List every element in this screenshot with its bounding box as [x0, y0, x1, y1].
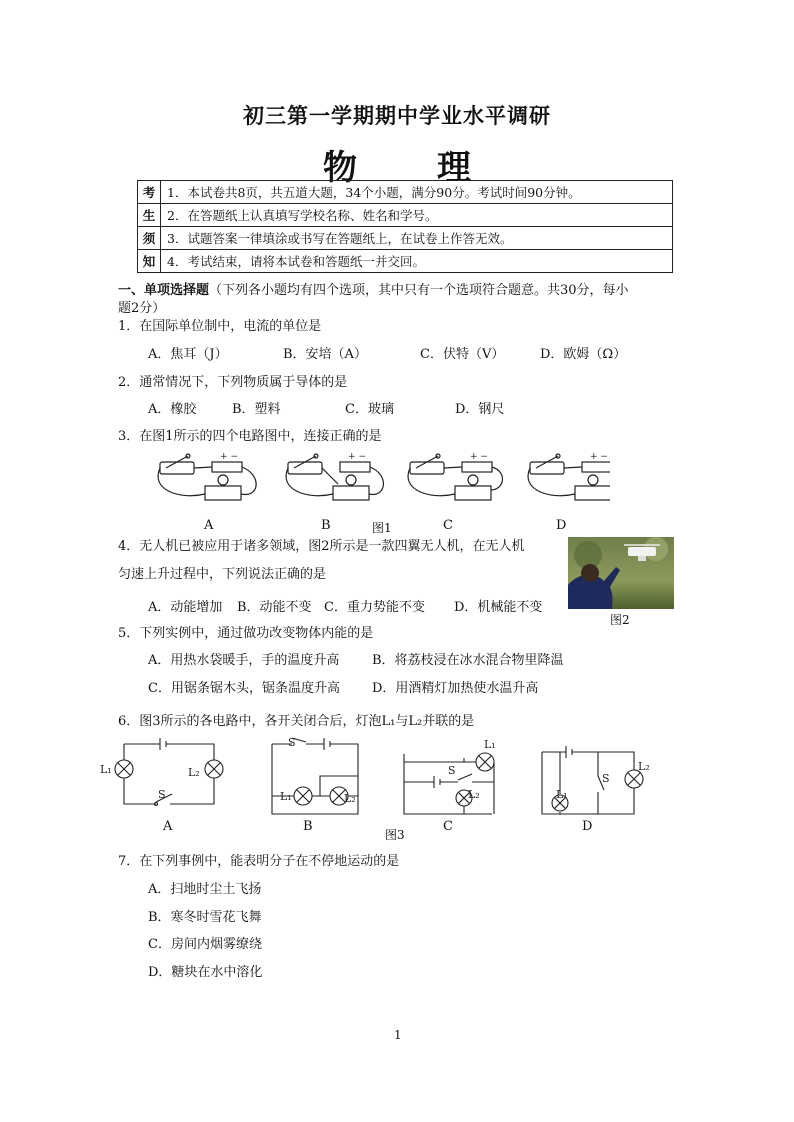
q1-option: A．焦耳（J）: [148, 347, 228, 362]
circuit-b-diagram: [286, 454, 383, 500]
q4-option: C．重力势能不变: [324, 600, 425, 615]
q6-a-s: S: [158, 788, 166, 801]
section-title: 一、单项选择题: [118, 283, 210, 298]
q2-option: B．塑料: [232, 402, 281, 417]
q4-option: A．动能增加: [148, 600, 223, 615]
circuit-label-b: B: [321, 518, 331, 533]
q4-stem-line1: 4．无人机已被应用于诸多领域，图2所示是一款四翼无人机，在无人机: [118, 539, 525, 554]
q6-b-s: S: [288, 736, 296, 749]
figure-3-circuits: [96, 732, 656, 832]
q6-a-l2: L₂: [188, 766, 200, 779]
q2-stem: 2．通常情况下，下列物质属于导体的是: [118, 375, 348, 390]
notice-item: 3．试题答案一律填涂或书写在答题纸上，在试卷上作答无效。: [161, 227, 673, 250]
page-number: 1: [394, 1028, 402, 1042]
q5-option: D．用酒精灯加热使水温升高: [372, 681, 539, 696]
q4-stem-line2: 匀速上升过程中，下列说法正确的是: [118, 567, 327, 582]
q5-stem: 5．下列实例中，通过做功改变物体内能的是: [118, 626, 374, 641]
q6-label-c: C: [443, 819, 453, 834]
q6-label-d: D: [582, 819, 593, 834]
q7-stem: 7．在下列事例中，能表明分子在不停地运动的是: [118, 854, 400, 869]
circuit-label-c: C: [443, 518, 453, 533]
q6-label-a: A: [163, 819, 173, 834]
q5-option: A．用热水袋暖手，手的温度升高: [148, 653, 340, 668]
q2-option: C．玻璃: [345, 402, 394, 417]
svg-text:+ −: + −: [470, 452, 488, 462]
subject-char: 理: [437, 148, 471, 188]
notice-side-char: 须: [138, 227, 161, 250]
figure-1-circuits: [150, 450, 610, 522]
figure-1-caption: 图1: [372, 521, 392, 535]
circuit-label-a: A: [204, 518, 214, 533]
q6-circuit-d: [542, 746, 643, 814]
q6-d-s: S: [602, 772, 610, 785]
notice-side-char: 知: [138, 250, 161, 273]
section-desc-cont: 题2分）: [118, 301, 166, 316]
svg-text:+ −: + −: [348, 452, 366, 462]
q7-option: C．房间内烟雾缭绕: [148, 937, 262, 952]
q2-option: A．橡胶: [148, 402, 197, 417]
q4-option: D．机械能不变: [454, 600, 543, 615]
notice-side-char: 考: [138, 181, 161, 204]
q7-option: D．糖块在水中溶化: [148, 965, 263, 980]
notice-item: 2．在答题纸上认真填写学校名称、姓名和学号。: [161, 204, 673, 227]
notice-table: [137, 180, 673, 273]
q6-c-l2: L₂: [468, 788, 480, 801]
subject-char: 物: [323, 148, 357, 188]
q6-c-l1: L₁: [484, 738, 496, 751]
q5-option: C．用锯条锯木头，锯条温度升高: [148, 681, 340, 696]
exam-title: 初三第一学期期中学业水平调研: [243, 103, 551, 128]
q5-option: B．将荔枝浸在冰水混合物里降温: [372, 653, 564, 668]
section-desc: （下列各小题均有四个选项，其中只有一个选项符合题意。共30分，每小: [209, 283, 629, 298]
q6-b-l2: L₂: [344, 792, 356, 805]
q6-circuit-c: [404, 753, 494, 814]
q6-stem: 6．图3所示的各电路中，各开关闭合后，灯泡L₁与L₂并联的是: [118, 714, 475, 729]
q6-b-l1: L₁: [280, 790, 292, 803]
notice-item: 1．本试卷共8页，共五道大题，34个小题，满分90分。考试时间90分钟。: [161, 181, 673, 204]
circuit-c-diagram: [408, 454, 502, 500]
q4-option: B．动能不变: [237, 600, 312, 615]
q1-option: C．伏特（V）: [420, 347, 505, 362]
svg-text:+ −: + −: [220, 452, 238, 462]
drone-photo: [568, 537, 674, 609]
notice-side-char: 生: [138, 204, 161, 227]
circuit-a-diagram: [158, 454, 256, 500]
circuit-label-d: D: [556, 518, 567, 533]
q1-option: D．欧姆（Ω）: [540, 347, 627, 362]
q7-option: B．寒冬时雪花飞舞: [148, 910, 262, 925]
q2-option: D．钢尺: [455, 402, 505, 417]
figure-2-caption: 图2: [610, 613, 630, 627]
figure-3-caption: 图3: [385, 828, 405, 842]
q6-circuit-a: [115, 738, 223, 806]
q6-d-l1: L₁: [556, 788, 568, 801]
notice-item: 4．考试结束，请将本试卷和答题纸一并交回。: [161, 250, 673, 273]
q6-label-b: B: [303, 819, 313, 834]
q3-stem: 3．在图1所示的四个电路图中，连接正确的是: [118, 429, 382, 444]
q1-option: B．安培（A）: [283, 347, 367, 362]
q1-stem: 1．在国际单位制中，电流的单位是: [118, 319, 322, 334]
q6-c-s: S: [448, 764, 456, 777]
q6-d-l2: L₂: [638, 760, 650, 773]
svg-text:+ −: + −: [590, 452, 608, 462]
q7-option: A．扫地时尘土飞扬: [148, 882, 262, 897]
section-heading: [118, 282, 629, 300]
q6-a-l1: L₁: [100, 763, 112, 776]
